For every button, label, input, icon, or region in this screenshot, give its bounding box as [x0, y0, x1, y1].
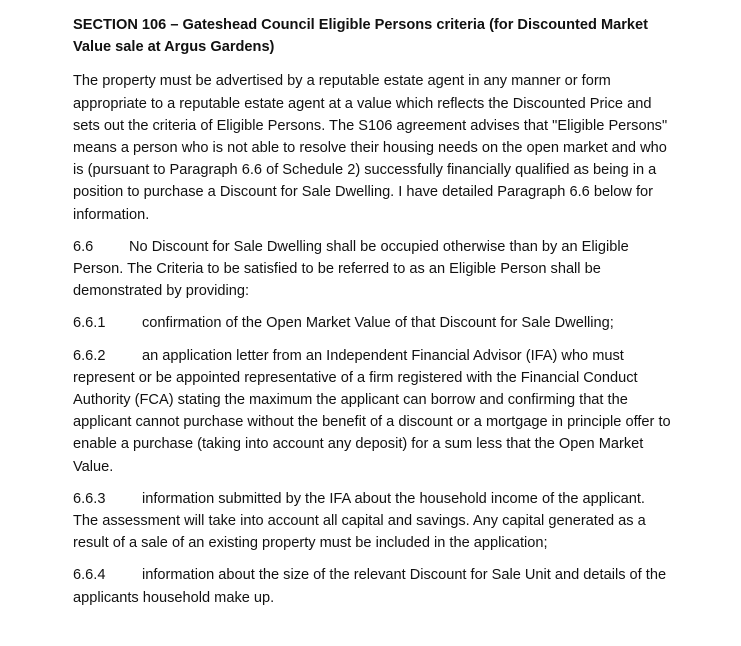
clause-6-6-2 [73, 345, 673, 478]
clause-text: information about the size of the relevant Discount for Sale Unit and details of the applicants household make up. [73, 567, 667, 606]
clause-text: confirmation of the Open Market Value of that Discount for Sale Dwelling; [142, 315, 614, 332]
clause-6-6-1 [73, 312, 673, 334]
section-heading: SECTION 106 – Gateshead Council Eligible Persons criteria (for Discounted Market Value sale at Argus Gardens) [73, 17, 648, 56]
clause-6-6 [73, 236, 673, 303]
clause-number: 6.6 [73, 238, 94, 255]
clause-6-6-3 [73, 488, 673, 555]
clause-text: information submitted by the IFA about the household income of the applicant. The assessment will take into account all capital and savings. Any capital generated as a result of a sale of an existing property must be included in the application; [73, 490, 646, 552]
clause-number: 6.6.4 [73, 567, 106, 584]
clause-6-6-4 [73, 564, 673, 608]
intro-paragraph: The property must be advertised by a reputable estate agent in any manner or form appropriate to a reputable estate agent at a value which reflects the Discounted Price and sets out the criteria of Eligible Persons. The S106 agreement advises that "Eligible Persons" means a person who is not able to resolve their housing needs on the open market and who is (pursuant to Paragraph 6.6 of Schedule 2) successfully financially qualified as being in a position to purchase a Discount for Sale Dwelling. I have detailed Paragraph 6.6 below for information. [73, 73, 668, 223]
clause-text: an application letter from an Independent Financial Advisor (IFA) who must represent or be appointed representative of a firm registered with the Financial Conduct Authority (FCA) stating the maximum the applicant can borrow and confirming that the applicant cannot purchase without the benefit of a discount or a mortgage in principle offer to enable a purchase (taking into account any deposit) for a sum less that the Open Market Value. [73, 347, 671, 475]
clause-number: 6.6.3 [73, 490, 106, 507]
clause-number: 6.6.1 [73, 315, 106, 332]
document-page [73, 14, 673, 619]
clause-number: 6.6.2 [73, 347, 106, 364]
clause-text: No Discount for Sale Dwelling shall be occupied otherwise than by an Eligible Person. The Criteria to be satisfied to be referred to as an Eligible Person shall be demonstrated by providing: [73, 238, 629, 300]
